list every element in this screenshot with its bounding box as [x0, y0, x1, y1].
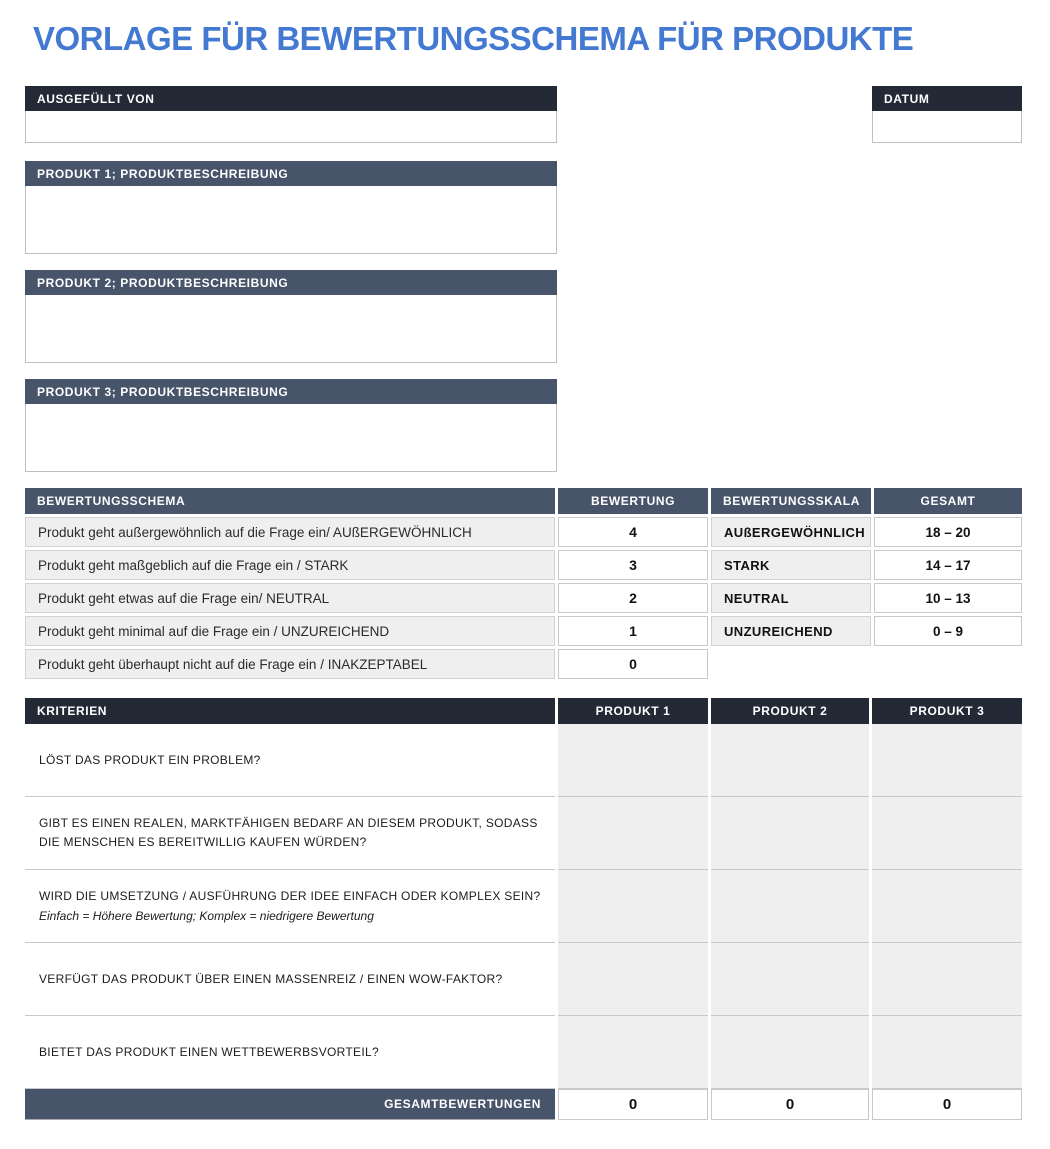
date-section: [872, 86, 1022, 143]
filled-by-input[interactable]: [25, 111, 557, 143]
criteria-2-product-3-score-cell[interactable]: [872, 797, 1022, 870]
criteria-4-product-2-score-cell[interactable]: [711, 943, 869, 1016]
rating-scale-header-total: GESAMT: [874, 488, 1022, 514]
rating-scale-header-name: BEWERTUNGSSKALA: [711, 488, 871, 514]
date-input[interactable]: [872, 111, 1022, 143]
filled-by-header: AUSGEFÜLLT VON: [25, 86, 557, 111]
criteria-header-product-2: PRODUKT 2: [711, 698, 869, 724]
rating-scale-table: [711, 488, 1022, 646]
rating-scheme-row-score: 4: [558, 517, 708, 547]
rating-scale-row-range: 10 – 13: [874, 583, 1022, 613]
criteria-3-product-2-score-cell[interactable]: [711, 870, 869, 943]
criteria-2-product-2-score-cell[interactable]: [711, 797, 869, 870]
criteria-1-product-2-score-cell[interactable]: [711, 724, 869, 797]
criteria-question: BIETET DAS PRODUKT EINEN WETTBEWERBSVORTEIL?: [39, 1044, 379, 1059]
rating-scale-row-range: 14 – 17: [874, 550, 1022, 580]
date-header: DATUM: [872, 86, 1022, 111]
criteria-question: GIBT ES EINEN REALEN, MARKTFÄHIGEN BEDARF AN DIESEM PRODUKT, SODASS DIE MENSCHEN ES BEREITWILLIG KAUFEN WÜRDEN?: [39, 816, 538, 849]
criteria-header-criteria: KRITERIEN: [25, 698, 555, 724]
rating-scale-row-label: AUßERGEWÖHNLICH: [711, 517, 871, 547]
rating-scheme-row-description: Produkt geht außergewöhnlich auf die Frage ein/ AUßERGEWÖHNLICH: [25, 517, 555, 547]
product-3-section: [25, 379, 557, 472]
rating-scheme-header-score: BEWERTUNG: [558, 488, 708, 514]
criteria-header-product-1: PRODUKT 1: [558, 698, 708, 724]
rating-scheme-row-description: Produkt geht überhaupt nicht auf die Frage ein / INAKZEPTABEL: [25, 649, 555, 679]
product-1-header: PRODUKT 1; PRODUKTBESCHREIBUNG: [25, 161, 557, 186]
criteria-3-product-3-score-cell[interactable]: [872, 870, 1022, 943]
rating-scheme-row-description: Produkt geht minimal auf die Frage ein / UNZUREICHEND: [25, 616, 555, 646]
rating-scheme-row-description: Produkt geht etwas auf die Frage ein/ NEUTRAL: [25, 583, 555, 613]
criteria-5-product-1-score-cell[interactable]: [558, 1016, 708, 1089]
criteria-question-cell: [25, 943, 555, 1016]
criteria-question: LÖST DAS PRODUKT EIN PROBLEM?: [39, 752, 261, 767]
criteria-2-product-1-score-cell[interactable]: [558, 797, 708, 870]
product-1-section: [25, 161, 557, 254]
criteria-question: WIRD DIE UMSETZUNG / AUSFÜHRUNG DER IDEE EINFACH ODER KOMPLEX SEIN?: [39, 888, 541, 903]
filled-by-section: [25, 86, 557, 143]
criteria-table: [25, 698, 1022, 1120]
criteria-1-product-1-score-cell[interactable]: [558, 724, 708, 797]
total-product-3: 0: [872, 1089, 1022, 1120]
product-2-section: [25, 270, 557, 363]
criteria-1-product-3-score-cell[interactable]: [872, 724, 1022, 797]
criteria-question-cell: [25, 870, 555, 943]
criteria-question-cell: [25, 724, 555, 797]
criteria-4-product-3-score-cell[interactable]: [872, 943, 1022, 1016]
product-2-description-input[interactable]: [25, 295, 557, 363]
rating-scheme-row-score: 0: [558, 649, 708, 679]
criteria-5-product-3-score-cell[interactable]: [872, 1016, 1022, 1089]
product-3-description-input[interactable]: [25, 404, 557, 472]
criteria-4-product-1-score-cell[interactable]: [558, 943, 708, 1016]
rating-scale-row-range: 18 – 20: [874, 517, 1022, 547]
rating-scheme-header-name: BEWERTUNGSSCHEMA: [25, 488, 555, 514]
criteria-3-product-1-score-cell[interactable]: [558, 870, 708, 943]
rating-scheme-row-score: 2: [558, 583, 708, 613]
rating-scale-row-range: 0 – 9: [874, 616, 1022, 646]
criteria-question-note: Einfach = Höhere Bewertung; Komplex = niedrigere Bewertung: [39, 909, 374, 924]
rating-scheme-row-description: Produkt geht maßgeblich auf die Frage ein / STARK: [25, 550, 555, 580]
criteria-header-product-3: PRODUKT 3: [872, 698, 1022, 724]
product-2-header: PRODUKT 2; PRODUKTBESCHREIBUNG: [25, 270, 557, 295]
criteria-question: VERFÜGT DAS PRODUKT ÜBER EINEN MASSENREIZ / EINEN WOW-FAKTOR?: [39, 971, 503, 986]
rating-scheme-row-score: 1: [558, 616, 708, 646]
total-product-1: 0: [558, 1089, 708, 1120]
rating-scheme-table: [25, 488, 708, 679]
total-product-2: 0: [711, 1089, 869, 1120]
criteria-question-cell: [25, 797, 555, 870]
product-1-description-input[interactable]: [25, 186, 557, 254]
criteria-question-cell: [25, 1016, 555, 1089]
rating-scheme-row-score: 3: [558, 550, 708, 580]
rating-scale-row-label: UNZUREICHEND: [711, 616, 871, 646]
rating-scale-row-label: STARK: [711, 550, 871, 580]
criteria-5-product-2-score-cell[interactable]: [711, 1016, 869, 1089]
rating-scale-row-label: NEUTRAL: [711, 583, 871, 613]
page-title: VORLAGE FÜR BEWERTUNGSSCHEMA FÜR PRODUKTE: [33, 20, 914, 57]
total-ratings-label: GESAMTBEWERTUNGEN: [25, 1089, 555, 1120]
product-3-header: PRODUKT 3; PRODUKTBESCHREIBUNG: [25, 379, 557, 404]
